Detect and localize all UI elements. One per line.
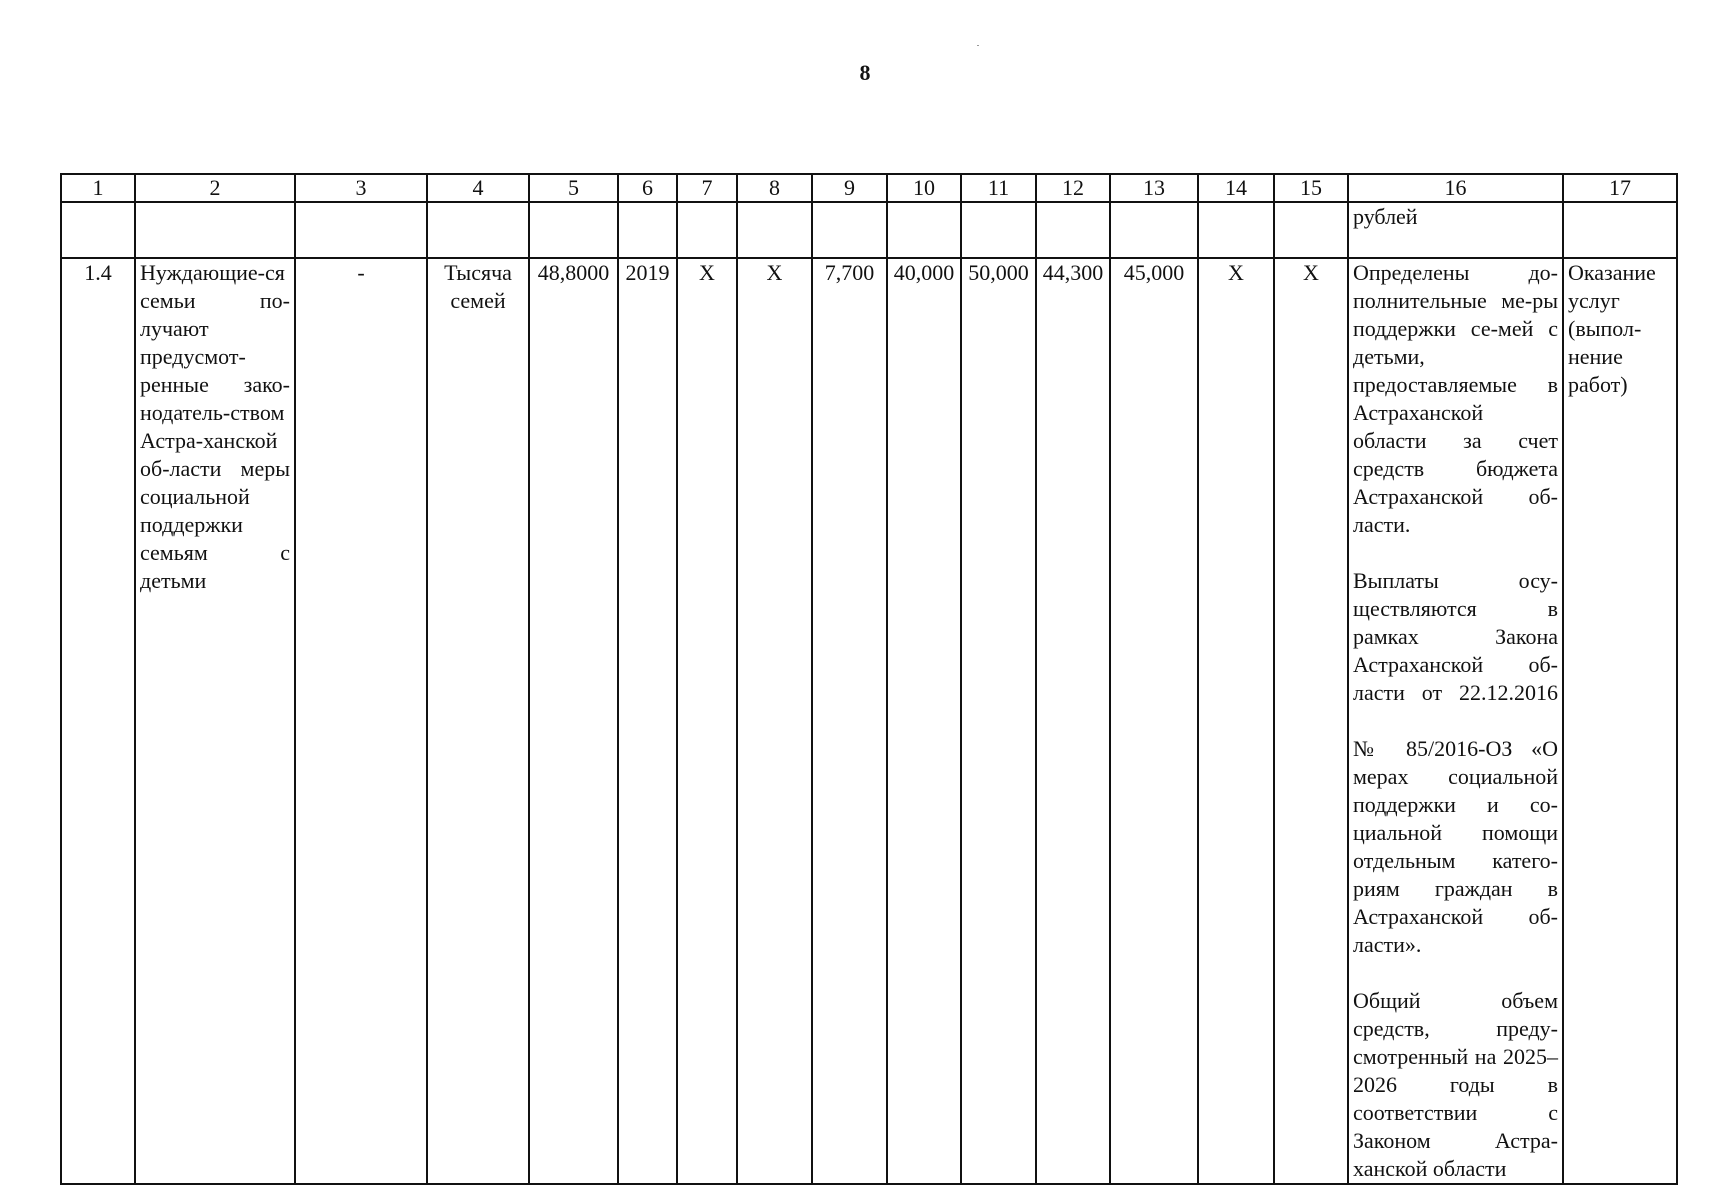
col-header-15: 15 — [1274, 174, 1348, 202]
col11-value: 50,000 — [961, 258, 1036, 1184]
cont-cell-6 — [618, 202, 677, 258]
cont-cell-12 — [1036, 202, 1110, 258]
cont-cell-15 — [1274, 202, 1348, 258]
cont-cell-2 — [135, 202, 295, 258]
row-number: 1.4 — [61, 258, 135, 1184]
col13-value: 45,000 — [1110, 258, 1198, 1184]
cont-cell-8 — [737, 202, 812, 258]
cont-cell-10 — [887, 202, 961, 258]
col-header-12: 12 — [1036, 174, 1110, 202]
cont-cell-3 — [295, 202, 427, 258]
page-number: 8 — [859, 60, 871, 85]
indicator-name: Нуждающие-ся семьи по-лучают предусмот-ренные зако-нодатель-ством Астра-ханской об-ласти меры социальной поддержки семьям с детьми — [135, 258, 295, 1184]
col12-value: 44,300 — [1036, 258, 1110, 1184]
col8-value: X — [737, 258, 812, 1184]
col10-value: 40,000 — [887, 258, 961, 1184]
col-header-4: 4 — [427, 174, 529, 202]
col14-value: X — [1198, 258, 1274, 1184]
description-paragraph-3: № 85/2016-ОЗ «О мерах социальной поддержки и со-циальной помощи отдельным катего-риям граждан в Астраханской об-ласти». — [1353, 736, 1558, 957]
description-paragraph-2: Выплаты осу-ществляются в рамках Закона Астраханской об-ласти от 22.12.2016 — [1353, 568, 1558, 705]
cont-cell-9 — [812, 202, 887, 258]
continuation-row — [61, 202, 1677, 258]
column-number-row — [61, 174, 1677, 202]
indicators-table — [60, 173, 1678, 1185]
col15-value: X — [1274, 258, 1348, 1184]
unit-of-measure: Тысяча семей — [427, 258, 529, 1184]
col-header-5: 5 — [529, 174, 618, 202]
col-header-2: 2 — [135, 174, 295, 202]
col-header-9: 9 — [812, 174, 887, 202]
col-header-10: 10 — [887, 174, 961, 202]
col-header-17: 17 — [1563, 174, 1677, 202]
cont-cell-16: рублей — [1348, 202, 1563, 258]
col-header-1: 1 — [61, 174, 135, 202]
scan-artifact-dot — [977, 45, 979, 46]
cont-cell-14 — [1198, 202, 1274, 258]
col-header-11: 11 — [961, 174, 1036, 202]
description-cell — [1348, 258, 1563, 1184]
col-header-7: 7 — [677, 174, 737, 202]
cont-cell-4 — [427, 202, 529, 258]
col3-value: - — [295, 258, 427, 1184]
table-row — [61, 258, 1677, 1184]
col-header-6: 6 — [618, 174, 677, 202]
col9-value: 7,700 — [812, 258, 887, 1184]
base-value: 48,8000 — [529, 258, 618, 1184]
cont-cell-1 — [61, 202, 135, 258]
col-header-3: 3 — [295, 174, 427, 202]
col7-value: X — [677, 258, 737, 1184]
indicator-type: Оказание услуг (выпол-нение работ) — [1563, 258, 1677, 1184]
cont-cell-13 — [1110, 202, 1198, 258]
col-header-14: 14 — [1198, 174, 1274, 202]
cont-cell-11 — [961, 202, 1036, 258]
cont-cell-7 — [677, 202, 737, 258]
col-header-13: 13 — [1110, 174, 1198, 202]
description-paragraph-4: Общий объем средств, преду-смотренный на 2025–2026 годы в соответствии с Законом Астра-ханской области — [1353, 988, 1558, 1181]
base-year: 2019 — [618, 258, 677, 1184]
col-header-16: 16 — [1348, 174, 1563, 202]
description-paragraph-1: Определены до-полнительные ме-ры поддержки се-мей с детьми, предоставляемые в Астраханской области за счет средств бюджета Астраханской об-ласти. — [1353, 260, 1558, 537]
col-header-8: 8 — [737, 174, 812, 202]
cont-cell-5 — [529, 202, 618, 258]
cont-cell-17 — [1563, 202, 1677, 258]
